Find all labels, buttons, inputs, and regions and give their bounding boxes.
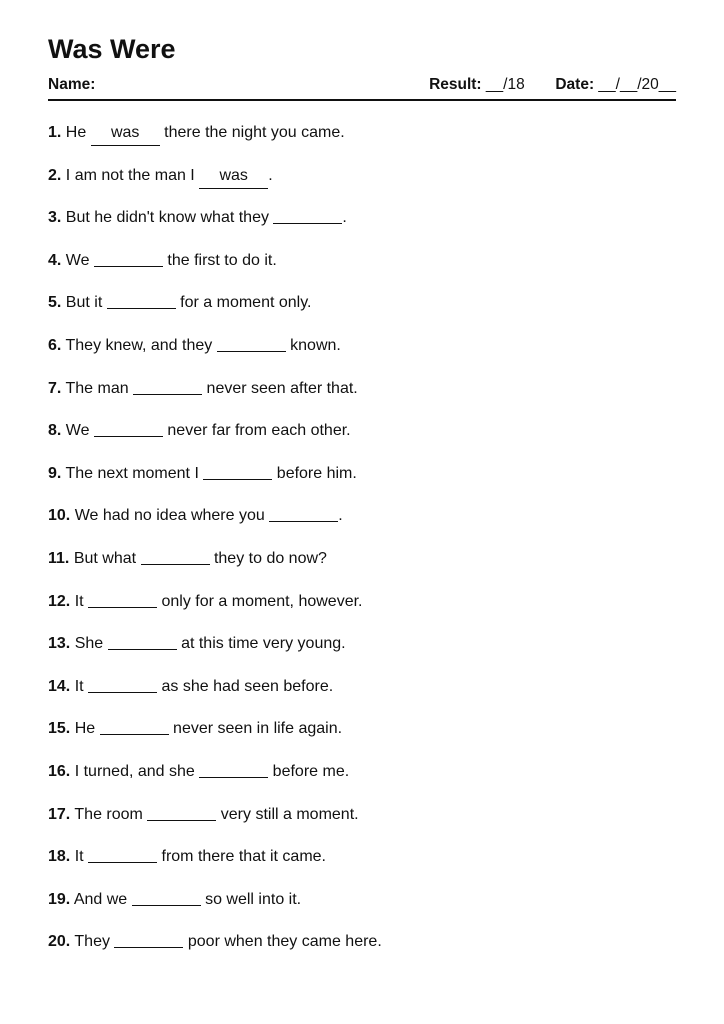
question-text-after: poor when they came here.: [183, 933, 382, 951]
question-text-after: the first to do it.: [162, 251, 277, 269]
question-item: [48, 538, 688, 581]
question-item: [48, 240, 688, 283]
question-text-after: .: [338, 507, 343, 525]
answer-blank[interactable]: [94, 250, 163, 267]
answer-blank[interactable]: [199, 166, 268, 189]
question-text-after: from there that it came.: [157, 848, 326, 866]
question-text-after: very still a moment.: [216, 805, 359, 823]
answer-blank[interactable]: [132, 889, 201, 906]
question-number: 18.: [48, 848, 71, 866]
question-text-after: known.: [285, 336, 341, 354]
question-text-before: She: [74, 635, 108, 653]
question-number: 2.: [48, 166, 62, 184]
question-item: [48, 581, 688, 624]
question-text-before: I turned, and she: [74, 762, 200, 780]
question-text-after: only for a moment, however.: [157, 592, 363, 610]
answer-text: was: [219, 166, 248, 184]
question-text-before: We had no idea where you: [74, 507, 270, 525]
answer-blank[interactable]: [88, 676, 157, 693]
question-item: [48, 921, 688, 964]
answer-blank[interactable]: [100, 718, 169, 735]
question-item: [48, 794, 688, 837]
question-item: [48, 453, 688, 496]
question-text-after: there the night you came.: [159, 124, 345, 141]
question-item: [48, 495, 688, 538]
answer-blank[interactable]: [108, 633, 177, 650]
question-item: [48, 879, 688, 922]
answer-blank[interactable]: [273, 207, 342, 224]
question-text-before: He: [74, 720, 100, 738]
answer-blank[interactable]: [107, 292, 176, 309]
question-item: [48, 155, 688, 198]
question-number: 5.: [48, 294, 62, 312]
question-text-after: before me.: [268, 762, 350, 780]
question-number: 11.: [48, 549, 70, 567]
question-text-before: He: [65, 124, 91, 141]
result-date-group: [429, 76, 676, 94]
worksheet-title: Was Were: [48, 34, 176, 64]
question-text-before: We: [65, 251, 94, 269]
question-text-before: They: [74, 933, 115, 951]
question-item: [48, 197, 688, 240]
question-number: 17.: [48, 805, 71, 823]
question-text-before: And we: [73, 890, 132, 908]
result-label: Result:: [429, 76, 482, 93]
question-item: [48, 368, 688, 411]
question-item: [48, 325, 688, 368]
question-number: 12.: [48, 592, 71, 610]
question-item: [48, 282, 688, 325]
header-divider: [48, 99, 676, 101]
question-number: 6.: [48, 336, 62, 354]
answer-blank[interactable]: [91, 124, 160, 146]
question-number: 15.: [48, 720, 71, 738]
question-number: 10.: [48, 507, 71, 525]
result-value: __/18: [485, 76, 525, 93]
question-text-after: at this time very young.: [176, 635, 346, 653]
question-text-after: for a moment only.: [175, 294, 312, 312]
question-number: 3.: [48, 209, 62, 227]
question-text-before: It: [74, 677, 89, 695]
question-item: [48, 112, 688, 155]
question-number: 9.: [48, 464, 62, 482]
question-text-before: We: [65, 422, 94, 440]
question-item: [48, 708, 688, 751]
question-number: 20.: [48, 933, 71, 951]
question-item: [48, 666, 688, 709]
answer-blank[interactable]: [203, 463, 272, 480]
question-text-before: They knew, and they: [65, 336, 217, 354]
question-text-before: But what: [73, 549, 141, 567]
answer-blank[interactable]: [147, 804, 216, 821]
name-label: Name:: [48, 76, 96, 93]
question-text-before: But it: [65, 294, 107, 312]
question-text-after: never far from each other.: [162, 422, 351, 440]
date-value: __/__/20__: [598, 76, 676, 93]
question-item: [48, 836, 688, 879]
answer-blank[interactable]: [94, 420, 163, 437]
answer-blank[interactable]: [88, 591, 157, 608]
question-number: 14.: [48, 677, 71, 695]
question-text-after: so well into it.: [200, 890, 302, 908]
question-text-before: I am not the man I: [65, 166, 200, 184]
answer-blank[interactable]: [199, 761, 268, 778]
answer-blank[interactable]: [269, 505, 338, 522]
question-item: [48, 623, 688, 666]
question-text-before: But he didn't know what they: [65, 209, 274, 227]
answer-blank[interactable]: [217, 335, 286, 352]
question-text-before: The man: [65, 379, 134, 397]
question-number: 1.: [48, 124, 62, 141]
question-text-after: before him.: [272, 464, 357, 482]
question-item: [48, 751, 688, 794]
question-item: [48, 410, 688, 453]
question-text-after: as she had seen before.: [157, 677, 334, 695]
question-text-before: The next moment I: [65, 464, 204, 482]
question-text-before: The room: [74, 805, 148, 823]
question-text-after: they to do now?: [209, 549, 327, 567]
question-number: 19.: [48, 890, 71, 908]
question-text-before: It: [74, 592, 89, 610]
answer-blank[interactable]: [114, 931, 183, 948]
worksheet-header: [48, 76, 676, 96]
answer-blank[interactable]: [88, 846, 157, 863]
question-number: 8.: [48, 422, 62, 440]
question-text-after: .: [268, 166, 273, 184]
question-number: 16.: [48, 762, 71, 780]
question-text-after: never seen in life again.: [168, 720, 343, 738]
date-label: Date:: [555, 76, 595, 93]
question-number: 4.: [48, 251, 62, 269]
answer-text: was: [110, 124, 140, 141]
answer-blank[interactable]: [141, 548, 210, 565]
question-text-after: never seen after that.: [202, 379, 358, 397]
answer-blank[interactable]: [133, 378, 202, 395]
question-text-before: It: [74, 848, 89, 866]
question-list: [48, 112, 688, 964]
question-number: 7.: [48, 379, 62, 397]
question-number: 13.: [48, 635, 71, 653]
question-text-after: .: [342, 209, 347, 227]
